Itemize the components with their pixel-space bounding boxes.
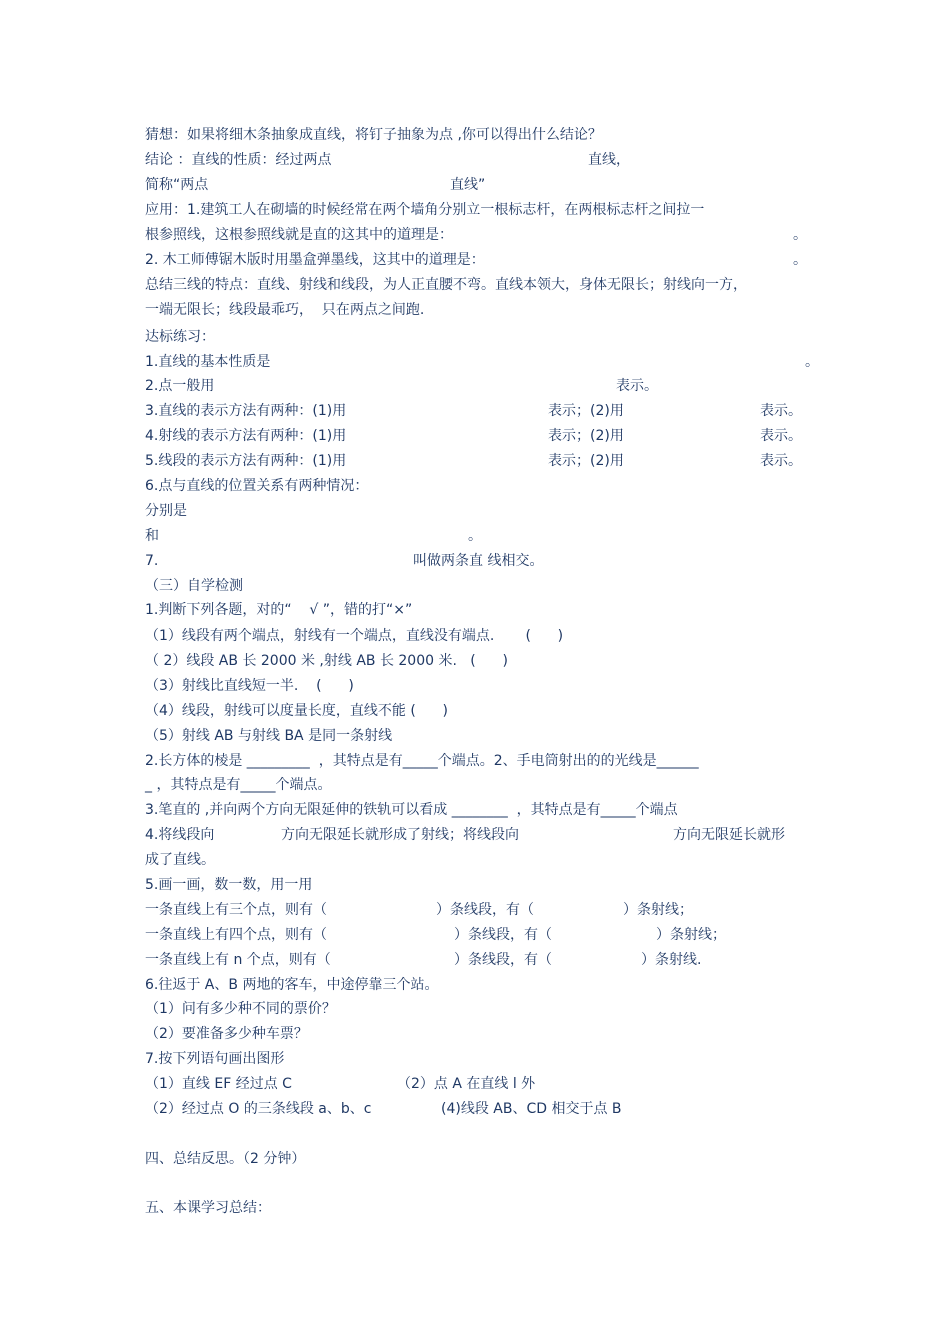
exercise-7: 7. <box>145 553 159 569</box>
fill-question-4-end: 方向无限延长就形 <box>673 827 785 843</box>
count-line-3-points-end: ）条射线； <box>623 902 693 918</box>
count-line-n-points-mid: ）条线段，有（ <box>454 952 552 968</box>
carpenter-line-end: 。 <box>793 252 807 268</box>
exercise-4: 4.射线的表示方法有两种：(1)用 <box>145 428 347 444</box>
exercise-2: 2.点一般用 <box>145 378 215 394</box>
judge-item-4: （4）线段，射线可以度量长度，直线不能 ( ) <box>145 703 448 719</box>
fill-question-4-mid: 方向无限延长就形成了射线；将线段向 <box>281 827 519 843</box>
count-line-4-points-end: ）条射线； <box>656 927 726 943</box>
count-line-4-points-mid: ）条线段，有（ <box>454 927 552 943</box>
exercise-1-end: 。 <box>805 354 819 370</box>
exercise-6: 6.点与直线的位置关系有两种情况： <box>145 478 369 494</box>
carpenter-line: 2. 木工师傅锯木版时用墨盒弹墨线，这其中的道理是： <box>145 252 485 268</box>
exercise-5-end: 表示。 <box>760 453 802 469</box>
bus-question-6: 6.往返于 A、B 两地的客车，中途停靠三个站。 <box>145 977 439 993</box>
exercise-4-mid: 表示；(2)用 <box>548 428 624 444</box>
exercise-6-line-2: 分别是 <box>145 503 187 519</box>
application-line-2: 根参照线，这根参照线就是直的这其中的道理是： <box>145 227 453 243</box>
fill-question-4-line-2: 成了直线。 <box>145 852 215 868</box>
exercise-3-end: 表示。 <box>760 403 802 419</box>
exercise-5: 5.线段的表示方法有两种：(1)用 <box>145 453 347 469</box>
judge-item-2: （ 2）线段 AB 长 2000 米 ,射线 AB 长 2000 米. ( ) <box>145 653 508 669</box>
count-line-n-points-end: ）条射线. <box>641 952 702 968</box>
summary-line: 总结三线的特点：直线、射线和线段，为人正直腰不弯。直线本领大，身体无限长；射线向一方， <box>145 277 747 293</box>
judge-item-5: （5）射线 AB 与射线 BA 是同一条射线 <box>145 728 393 744</box>
exercise-3-mid: 表示；(2)用 <box>548 403 624 419</box>
short-name-line-end: 直线” <box>450 177 486 193</box>
application-line-2-end: 。 <box>793 227 807 243</box>
draw-question-7-item-4: (4)线段 AB、CD 相交于点 B <box>441 1101 622 1117</box>
bus-question-6-part-2: （2）要准备多少种车票？ <box>145 1026 308 1042</box>
section-5-heading: 五、本课学习总结： <box>145 1200 271 1216</box>
judge-item-1: （1）线段有两个端点，射线有一个端点，直线没有端点. ( ) <box>145 628 564 644</box>
fill-question-3: 3.笔直的 ,并向两个方向无限延伸的铁轨可以看成 ________ ，其特点是有_____个端点 <box>145 802 678 818</box>
bus-question-6-part-1: （1）问有多少种不同的票价？ <box>145 1001 336 1017</box>
short-name-line: 简称“两点 <box>145 177 209 193</box>
draw-question-7-item-3: （2）经过点 O 的三条线段 a、b、c <box>145 1101 372 1117</box>
count-line-n-points: 一条直线上有 n 个点，则有（ <box>145 952 331 968</box>
exercise-7-end: 叫做两条直 线相交。 <box>413 553 544 569</box>
fill-question-2-line-2: _ ，其特点是有_____个端点。 <box>145 777 332 793</box>
draw-question-7-item-2: （2）点 A 在直线 l 外 <box>397 1076 536 1092</box>
judge-item-3: （3）射线比直线短一半. ( ) <box>145 678 354 694</box>
count-line-3-points: 一条直线上有三个点，则有（ <box>145 902 327 918</box>
conjecture-line: 猜想：如果将细木条抽象成直线，将钉子抽象为点 ,你可以得出什么结论？ <box>145 127 602 143</box>
count-line-3-points-mid: ）条线段，有（ <box>436 902 534 918</box>
draw-question-7: 7.按下列语句画出图形 <box>145 1051 285 1067</box>
exercise-2-end: 表示。 <box>616 378 658 394</box>
draw-question-5: 5.画一画，数一数，用一用 <box>145 877 313 893</box>
exercise-3: 3.直线的表示方法有两种：(1)用 <box>145 403 347 419</box>
exercise-4-end: 表示。 <box>760 428 802 444</box>
exercise-1: 1.直线的基本性质是 <box>145 354 271 370</box>
practice-heading: 达标练习： <box>145 329 215 345</box>
self-test-heading: （三）自学检测 <box>145 578 243 594</box>
exercise-6-line-3-end: 。 <box>468 528 482 544</box>
conclusion-line: 结论 ：直线的性质：经过两点 <box>145 152 332 168</box>
draw-question-7-item-1: （1）直线 EF 经过点 C <box>145 1076 292 1092</box>
section-4-heading: 四、总结反思。（2 分钟） <box>145 1151 306 1167</box>
conclusion-line-end: 直线， <box>588 152 630 168</box>
exercise-5-mid: 表示；(2)用 <box>548 453 624 469</box>
application-line: 应用：1.建筑工人在砌墙的时候经常在两个墙角分别立一根标志杆，在两根标志杆之间拉一 <box>145 202 705 218</box>
exercise-6-line-3: 和 <box>145 528 159 544</box>
count-line-4-points: 一条直线上有四个点，则有（ <box>145 927 327 943</box>
summary-line-2: 一端无限长；线段最乖巧， 只在两点之间跑. <box>145 302 425 318</box>
fill-question-4: 4.将线段向 <box>145 827 215 843</box>
judge-question: 1.判断下列各题，对的“ √ ”，错的打“×” <box>145 602 413 618</box>
fill-question-2: 2.长方体的棱是 _________ ，其特点是有_____个端点。2、手电筒射出的的光线是______ <box>145 753 699 769</box>
